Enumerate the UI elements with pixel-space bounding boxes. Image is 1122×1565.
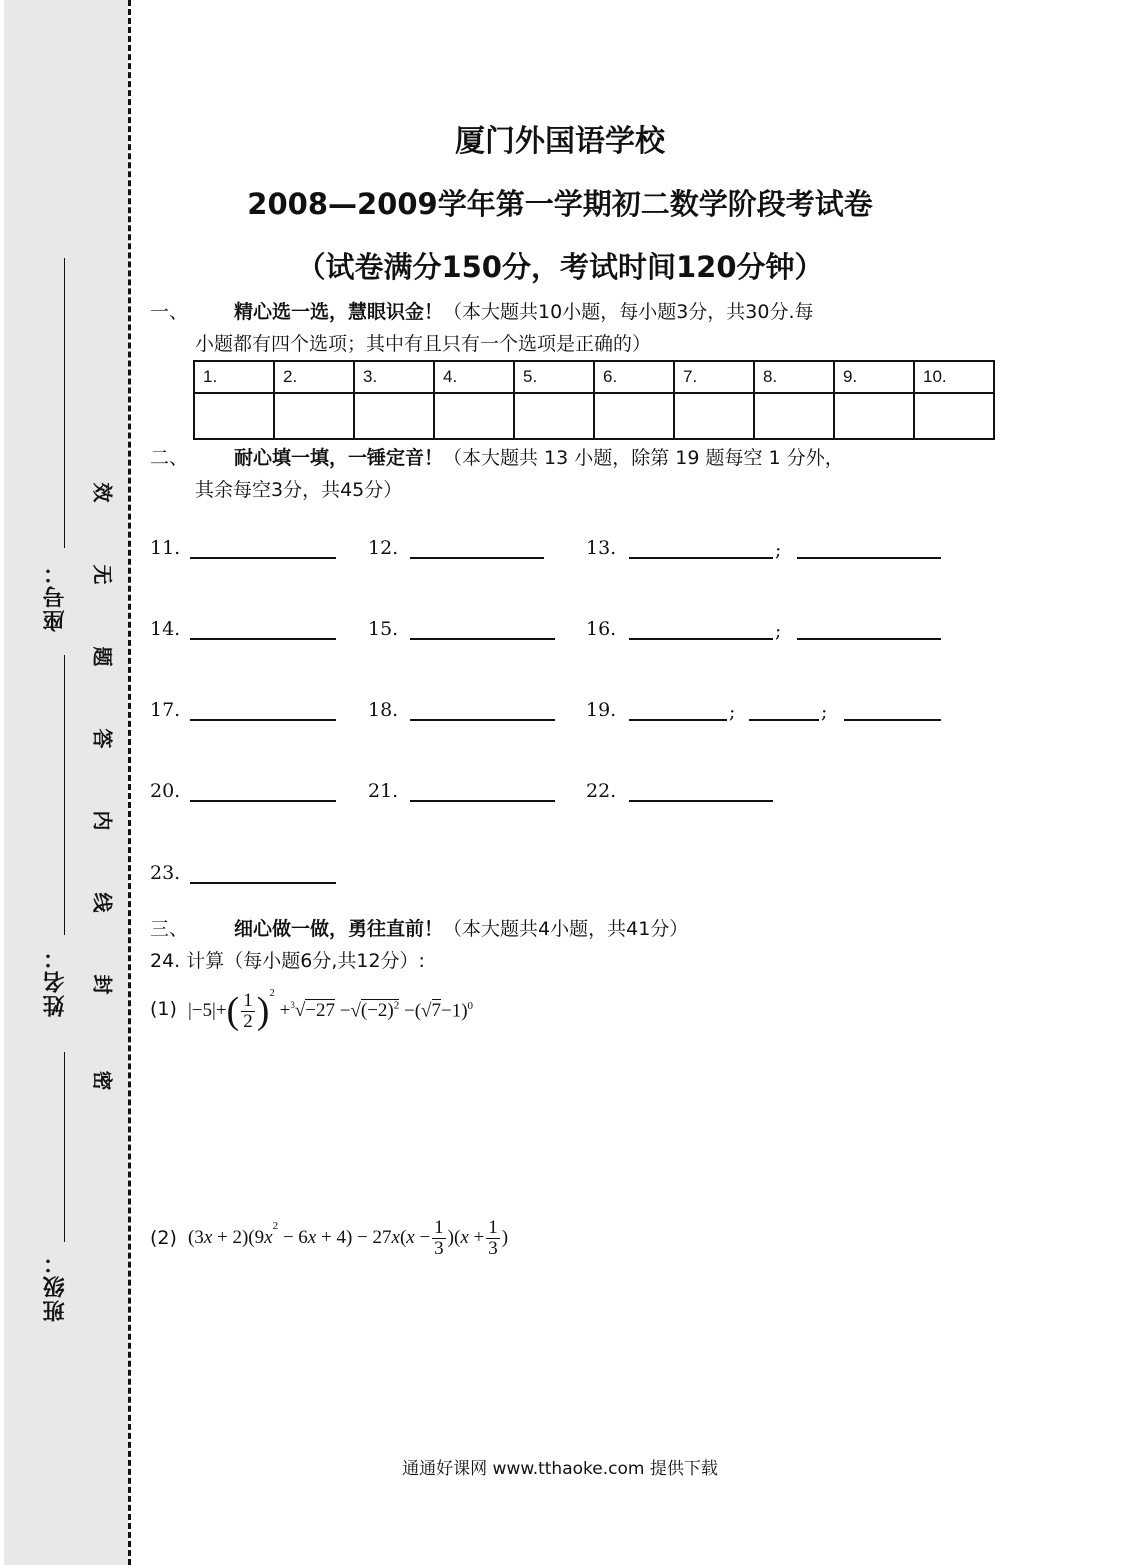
q13-number: 13.: [586, 537, 617, 559]
q19-blank-2[interactable]: [749, 719, 819, 721]
q13-separator: ;: [775, 539, 782, 561]
answer-header: 9.: [834, 361, 914, 393]
section-1-heading: [150, 297, 990, 327]
section-2-number: 二、: [150, 447, 189, 469]
q19-separator-2: ;: [821, 701, 828, 723]
section-2-title: 耐心填一填，一锤定音！: [234, 447, 444, 469]
q11-number: 11.: [150, 537, 181, 559]
section-3-desc: （本大题共4小题，共41分）: [443, 918, 689, 940]
school-title: 厦门外国语学校: [455, 124, 665, 159]
seal-char-5: 内: [90, 810, 115, 831]
answer-header: 8.: [754, 361, 834, 393]
p1-label: (1): [150, 998, 177, 1020]
q23-number: 23.: [150, 862, 181, 884]
q20-blank[interactable]: [190, 800, 336, 802]
p2-label: (2): [150, 1227, 177, 1249]
section-1-title: 精心选一选，慧眼识金！: [234, 301, 444, 323]
footer-text: 通通好课网 www.tthaoke.com 提供下载: [402, 1459, 718, 1479]
answer-cell[interactable]: [274, 393, 354, 439]
seal-char-4: 答: [90, 728, 115, 749]
cut-line: [128, 0, 131, 1565]
section-2-desc: （本大题共 13 小题，除第 19 题每空 1 分外，: [443, 447, 844, 469]
answer-cell[interactable]: [674, 393, 754, 439]
q22-blank[interactable]: [629, 800, 773, 802]
q19-number: 19.: [586, 699, 617, 721]
seat-label: 座号：: [43, 560, 68, 632]
section-1-number: 一、: [150, 301, 189, 323]
class-line: [64, 1052, 65, 1242]
answer-header: 10.: [914, 361, 994, 393]
answer-header: 2.: [274, 361, 354, 393]
answer-cell[interactable]: [434, 393, 514, 439]
q20-number: 20.: [150, 780, 181, 802]
answer-table: [193, 360, 995, 440]
q22-number: 22.: [586, 780, 617, 802]
answer-header: 5.: [514, 361, 594, 393]
answer-cell[interactable]: [514, 393, 594, 439]
q16-number: 16.: [586, 618, 617, 640]
section-1-desc: （本大题共10小题，每小题3分，共30分.每: [443, 301, 814, 323]
section-3-number: 三、: [150, 918, 189, 940]
q21-number: 21.: [368, 780, 399, 802]
q16-blank-2[interactable]: [797, 638, 941, 640]
section-3-title: 细心做一做，勇往直前！: [234, 918, 444, 940]
seal-char-7: 封: [90, 974, 115, 995]
answer-header: 7.: [674, 361, 754, 393]
q18-blank[interactable]: [410, 719, 555, 721]
binding-margin: [4, 0, 128, 1565]
name-label: 姓名：: [43, 945, 68, 1017]
answer-cell[interactable]: [194, 393, 274, 439]
class-label: 班级：: [43, 1250, 68, 1322]
seal-char-1: 效: [90, 482, 115, 503]
q17-number: 17.: [150, 699, 181, 721]
q19-blank-1[interactable]: [629, 719, 727, 721]
seal-char-2: 无: [90, 564, 115, 585]
q13-blank-1[interactable]: [629, 557, 773, 559]
q24-heading: 24. 计算（每小题6分,共12分）:: [150, 950, 425, 972]
q21-blank[interactable]: [410, 800, 555, 802]
seal-char-6: 线: [90, 892, 115, 913]
q23-blank[interactable]: [190, 882, 336, 884]
answer-header: 4.: [434, 361, 514, 393]
q14-blank[interactable]: [190, 638, 336, 640]
answer-header: 1.: [194, 361, 274, 393]
section-2-desc-line2: 其余每空3分，共45分）: [195, 479, 403, 501]
answer-cell[interactable]: [354, 393, 434, 439]
q12-blank[interactable]: [410, 557, 544, 559]
q19-blank-3[interactable]: [844, 719, 941, 721]
q14-number: 14.: [150, 618, 181, 640]
exam-title: 2008—2009学年第一学期初二数学阶段考试卷: [247, 187, 873, 221]
exam-info: （试卷满分150分，考试时间120分钟）: [296, 250, 824, 284]
q19-separator-1: ;: [729, 701, 736, 723]
p1-expression: |−5|+ ( $\frac{1}{2}$ ) 2 + $^3$√−27 $-√(-2)^2$ $-(√7-1)^0$: [188, 987, 474, 1032]
answer-cell[interactable]: [594, 393, 674, 439]
section-3-heading: [150, 914, 990, 944]
q15-blank[interactable]: [410, 638, 555, 640]
q16-separator: ;: [775, 620, 782, 642]
name-line: [64, 655, 65, 935]
q12-number: 12.: [368, 537, 399, 559]
seat-line: [64, 258, 65, 548]
q15-number: 15.: [368, 618, 399, 640]
q11-blank[interactable]: [190, 557, 336, 559]
seal-char-8: 密: [90, 1070, 115, 1091]
p2-expression: (3 x + 2)(9 x 2 − 6 x + 4) − 27 x ( x − $\frac{1}{3}$ )( x + $\frac{1}{3}$ ): [188, 1216, 509, 1259]
q17-blank[interactable]: [190, 719, 336, 721]
seal-char-3: 题: [90, 646, 115, 667]
q13-blank-2[interactable]: [797, 557, 941, 559]
answer-cell[interactable]: [914, 393, 994, 439]
answer-cell[interactable]: [834, 393, 914, 439]
section-2-heading: [150, 443, 990, 473]
answer-header: 6.: [594, 361, 674, 393]
q16-blank-1[interactable]: [629, 638, 773, 640]
section-1-desc-line2: 小题都有四个选项；其中有且只有一个选项是正确的）: [195, 333, 652, 355]
answer-cell[interactable]: [754, 393, 834, 439]
answer-header: 3.: [354, 361, 434, 393]
q18-number: 18.: [368, 699, 399, 721]
